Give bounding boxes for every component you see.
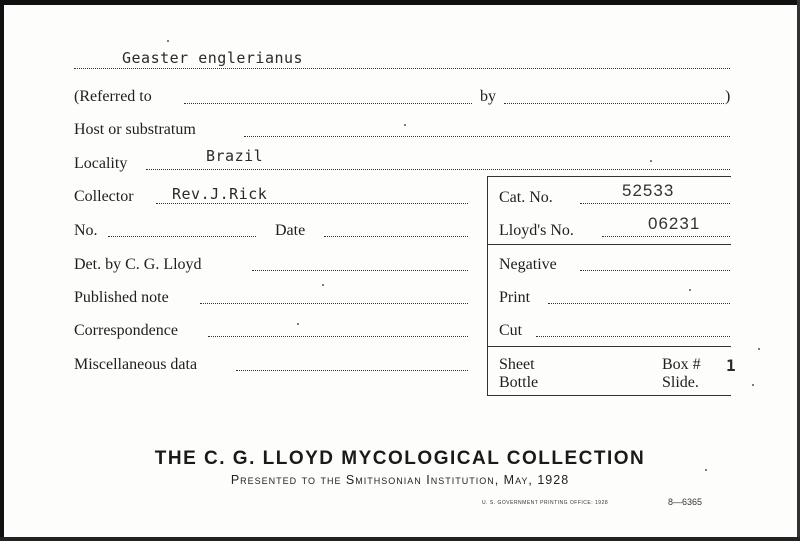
correspondence-line	[208, 336, 468, 337]
collector-line	[156, 203, 468, 204]
scan-speck	[705, 469, 707, 471]
slide-label: Slide.	[662, 374, 699, 391]
card-edge-top	[0, 0, 800, 5]
sheet-label: Sheet	[499, 356, 535, 373]
scan-speck	[297, 323, 299, 325]
scan-speck	[404, 124, 406, 126]
close-paren: )	[725, 88, 731, 105]
date-label: Date	[275, 222, 306, 239]
locality-value: Brazil	[206, 147, 264, 165]
miscellaneous-label: Miscellaneous data	[74, 356, 198, 373]
locality-label: Locality	[74, 155, 128, 172]
locality-line	[146, 169, 730, 170]
host-label: Host or substratum	[74, 121, 196, 138]
scan-speck	[752, 384, 754, 386]
published-note-label: Published note	[74, 289, 169, 306]
lloyds-no-line	[602, 236, 730, 237]
scan-speck	[167, 40, 169, 42]
box-left-border	[487, 176, 488, 395]
referred-to-line	[184, 103, 472, 104]
no-line	[108, 236, 256, 237]
collection-title: THE C. G. LLOYD MYCOLOGICAL COLLECTION	[154, 448, 646, 469]
published-note-line	[200, 303, 468, 304]
cat-no-value: 52533	[622, 181, 675, 200]
specimen-name-line	[74, 68, 730, 69]
collector-label: Collector	[74, 188, 134, 205]
referred-to-label: (Referred to	[74, 88, 152, 105]
printing-office-imprint: U. S. GOVERNMENT PRINTING OFFICE: 1928	[482, 500, 609, 506]
host-line	[244, 136, 730, 137]
box-bottom-border	[487, 395, 731, 396]
det-by-label: Det. by C. G. Lloyd	[74, 256, 202, 273]
by-line	[504, 103, 724, 104]
box-top-border	[487, 176, 731, 177]
collection-subtitle: Presented to the Smithsonian Institution, May, 1928	[230, 473, 570, 487]
box-divider-lloyd	[487, 244, 731, 245]
specimen-name: Geaster englerianus	[122, 49, 304, 67]
date-line	[324, 236, 468, 237]
det-by-line	[252, 270, 468, 271]
negative-label: Negative	[499, 256, 557, 273]
box-number-label: Box #	[662, 356, 701, 373]
bottle-label: Bottle	[499, 374, 539, 391]
cut-label: Cut	[499, 322, 523, 339]
lloyds-no-label: Lloyd's No.	[499, 222, 574, 239]
cat-no-label: Cat. No.	[499, 189, 553, 206]
print-line	[548, 303, 730, 304]
cut-line	[536, 336, 730, 337]
lloyds-no-value: 06231	[648, 214, 701, 233]
box-divider-cut	[487, 346, 731, 347]
negative-line	[580, 270, 730, 271]
scan-speck	[689, 289, 691, 291]
collector-value: Rev.J.Rick	[172, 185, 268, 203]
by-label: by	[480, 88, 496, 105]
card-edge-bottom	[0, 537, 800, 541]
scan-speck	[758, 348, 760, 350]
print-label: Print	[499, 289, 531, 306]
miscellaneous-line	[236, 370, 468, 371]
box-number-value: 1	[726, 356, 737, 375]
scan-speck	[322, 284, 324, 286]
no-label: No.	[74, 222, 98, 239]
cat-no-line	[580, 203, 730, 204]
form-number: 8—6365	[668, 497, 703, 507]
scan-speck	[650, 160, 652, 162]
correspondence-label: Correspondence	[74, 322, 178, 339]
